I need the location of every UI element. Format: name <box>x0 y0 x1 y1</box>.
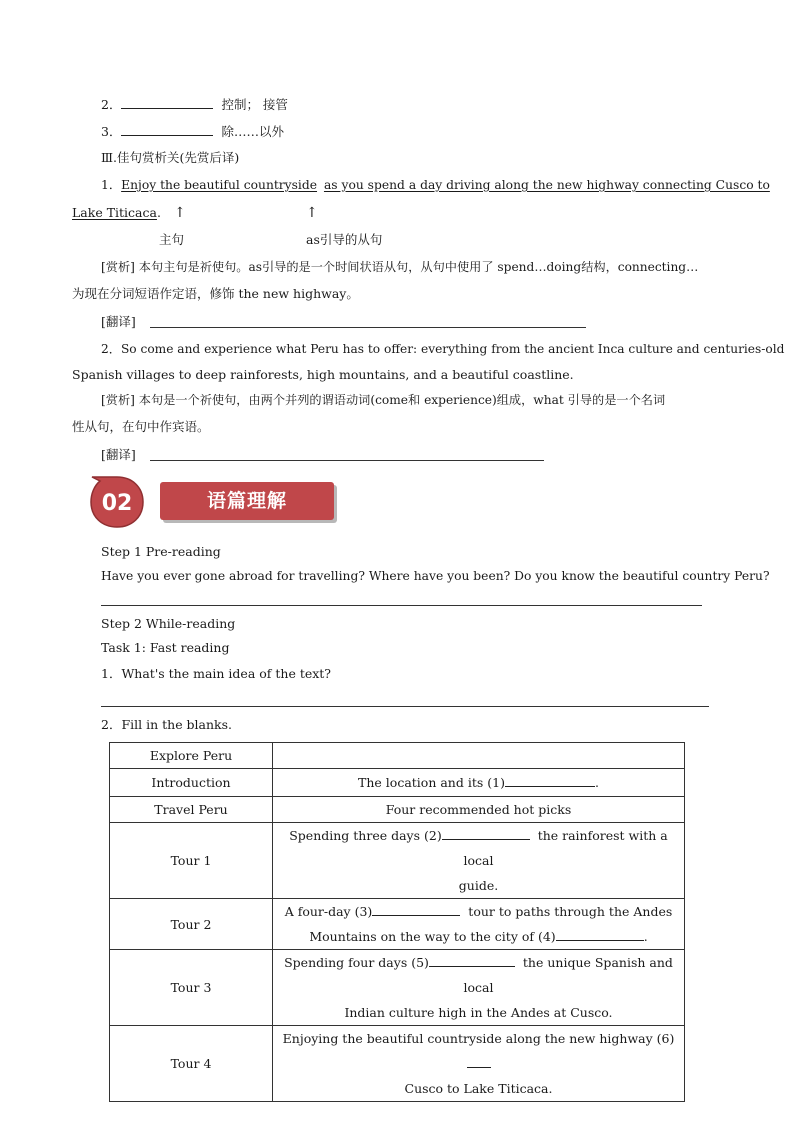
answer-line-question-1[interactable] <box>101 706 709 707</box>
row-content[interactable] <box>273 743 685 769</box>
translate-label-2: [翻译] <box>101 447 136 462</box>
translation-line-1[interactable] <box>150 327 586 328</box>
sentence-1-line-2: Lake Titicaca. <box>72 205 161 220</box>
arrow-up-icon: ↑ <box>306 205 318 221</box>
answer-blank[interactable] <box>121 96 213 109</box>
question-2: 2．Fill in the blanks. <box>101 717 233 732</box>
arrow-up-icon: ↑ <box>174 205 186 221</box>
translate-label-1: [翻译] <box>101 314 136 329</box>
table-row <box>110 797 685 823</box>
step-1-label: Step 1 Pre-reading <box>101 544 221 559</box>
answer-blank-1[interactable] <box>505 774 595 787</box>
analysis-1-line-2: 为现在分词短语作定语，修饰 the new highway。 <box>72 286 359 301</box>
answer-blank-5[interactable] <box>429 954 515 967</box>
as-clause-end: Lake Titicaca <box>72 205 157 220</box>
answer-blank-4[interactable] <box>556 928 644 941</box>
row-content: A four-day (3) tour to paths through the Andes Mountains on the way to the city of (4) . <box>273 899 685 950</box>
row-content: The location and its (1) . <box>273 769 685 797</box>
task-1-label: Task 1: Fast reading <box>101 640 230 655</box>
sentence-2-line-2: Spanish villages to deep rainforests, high mountains, and a beautiful coastline. <box>72 367 574 382</box>
section-number-badge <box>88 474 146 530</box>
table-row <box>110 950 685 1026</box>
row-content: Spending three days (2) the rainforest with a local guide. <box>273 823 685 899</box>
answer-blank-3[interactable] <box>372 903 460 916</box>
row-content: Four recommended hot picks <box>273 797 685 823</box>
analysis-2-line-1: [赏析] 本句是一个祈使句，由两个并列的谓语动词(come和 experience)组成，what 引导的是一个名词 <box>101 393 666 407</box>
answer-blank-2[interactable] <box>442 827 530 840</box>
answer-blank-6[interactable] <box>467 1055 491 1068</box>
row-content: Enjoying the beautiful countryside along the new highway (6) Cusco to Lake Titicaca. <box>273 1026 685 1102</box>
row-label: Travel Peru <box>110 797 273 823</box>
section-title: 语篇理解 <box>160 482 334 520</box>
table-row <box>110 899 685 950</box>
row-content: Spending four days (5) the unique Spanish and local Indian culture high in the Andes at Cusco. <box>273 950 685 1026</box>
section-3-heading: Ⅲ.佳句赏析关(先赏后译) <box>101 150 240 165</box>
sentence-1-line-1: 1．Enjoy the beautiful countryside as you spend a day driving along the new highway connecting Cusco to <box>101 178 770 192</box>
step-1-question: Have you ever gone abroad for travelling? Where have you been? Do you know the beautiful country Peru? <box>101 569 770 583</box>
step-2-label: Step 2 While-reading <box>101 616 236 631</box>
row-label: Tour 3 <box>110 950 273 1026</box>
table-row <box>110 1026 685 1102</box>
row-label: Introduction <box>110 769 273 797</box>
fill-in-table <box>109 742 685 1102</box>
vocab-item-3: 3． 除……以外 <box>101 124 284 139</box>
label-main-clause: 主句 <box>159 232 185 247</box>
answer-line-step-1[interactable] <box>101 605 702 606</box>
table-row <box>110 769 685 797</box>
analysis-1-line-1: [赏析] 本句主句是祈使句。as引导的是一个时间状语从句，从句中使用了 spend…doing结构，connecting… <box>101 260 699 274</box>
as-clause: as you spend a day driving along the new highway connecting Cusco to <box>323 178 770 192</box>
translation-line-2[interactable] <box>150 460 544 461</box>
row-label: Explore Peru <box>110 743 273 769</box>
section-number: 02 <box>101 491 133 516</box>
main-clause: Enjoy the beautiful countryside <box>121 178 318 192</box>
row-label: Tour 2 <box>110 899 273 950</box>
row-label: Tour 1 <box>110 823 273 899</box>
row-label: Tour 4 <box>110 1026 273 1102</box>
vocab-item-2: 2． 控制； 接管 <box>101 97 288 112</box>
table-row <box>110 743 685 769</box>
sentence-2-line-1: 2．So come and experience what Peru has to offer: everything from the ancient Inca culture and centuries-old <box>101 342 785 356</box>
table-row <box>110 823 685 899</box>
question-1: 1．What's the main idea of the text? <box>101 666 332 681</box>
answer-blank[interactable] <box>121 123 213 136</box>
label-as-clause: as引导的从句 <box>306 232 383 247</box>
analysis-2-line-2: 性从句，在句中作宾语。 <box>72 419 210 434</box>
